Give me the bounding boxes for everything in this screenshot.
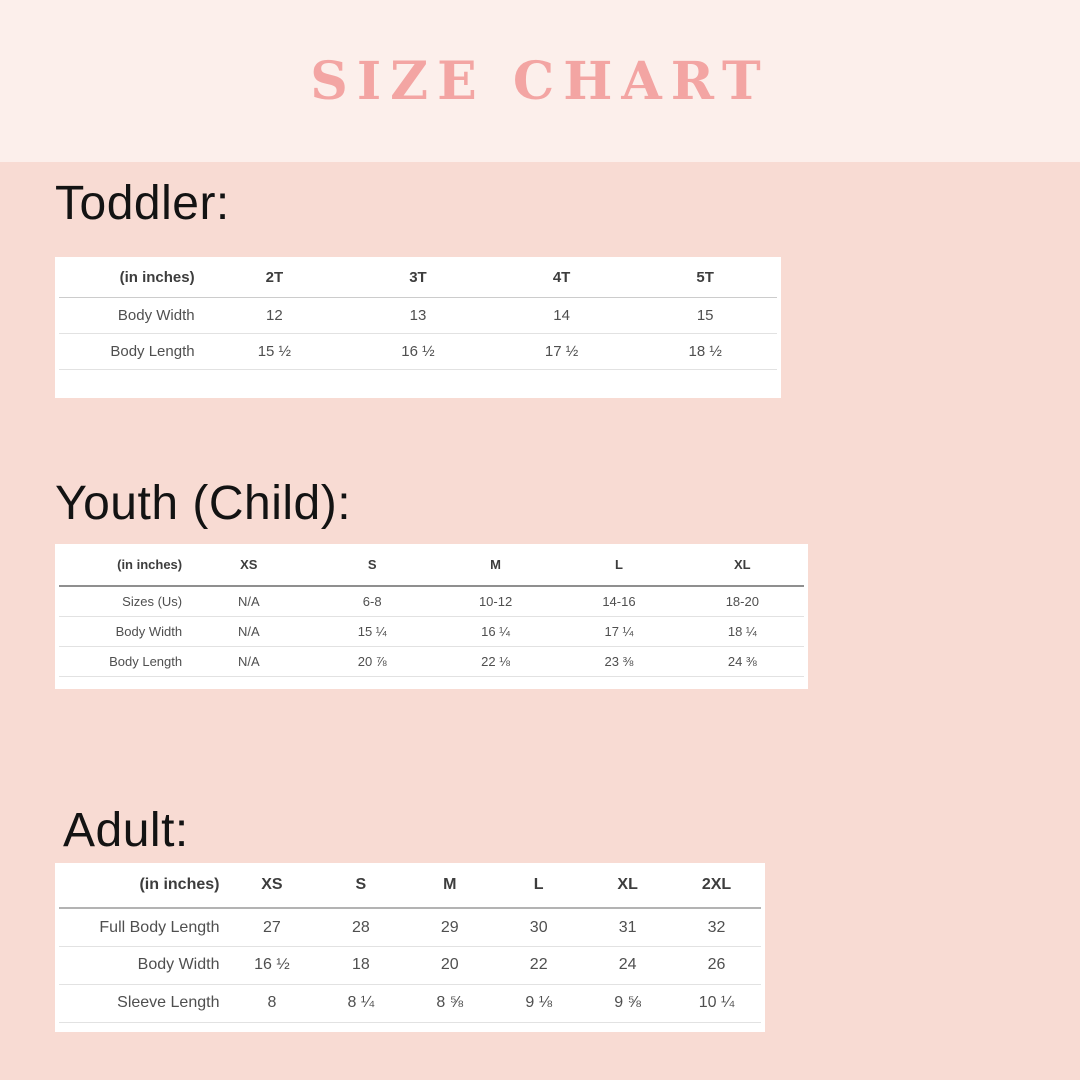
size-column-header: S [311,544,434,586]
row-label: Body Length [59,646,187,676]
measurement-value: 22 ⅛ [434,646,557,676]
measurement-value: 15 ¼ [311,616,434,646]
row-label: Sizes (Us) [59,586,187,616]
measurement-value: 14 [490,298,634,334]
header-row [59,544,804,586]
measurement-value: 20 [405,946,494,984]
units-header: (in inches) [59,544,187,586]
measurement-value: 9 ⅝ [583,984,672,1022]
measurement-value: 8 ⅝ [405,984,494,1022]
size-column-header: M [434,544,557,586]
size-column-header: 2XL [672,863,761,908]
measurement-value: 16 ½ [227,946,316,984]
size-column-header: XS [187,544,310,586]
adult-table [59,863,761,1023]
measurement-value: 28 [316,908,405,946]
size-column-header: S [316,863,405,908]
measurement-value: 24 ⅜ [681,646,804,676]
measurement-value: 24 [583,946,672,984]
size-column-header: L [557,544,680,586]
measurement-value: 10-12 [434,586,557,616]
measurement-value: 22 [494,946,583,984]
toddler-size-table [55,257,781,399]
measurement-value: N/A [187,646,310,676]
measurement-value: 17 ½ [490,334,634,370]
measurement-value: 9 ⅛ [494,984,583,1022]
toddler-table [59,257,777,371]
measurement-value: 27 [227,908,316,946]
size-column-header: 5T [633,257,777,298]
measurement-row [59,298,777,334]
measurement-value: 18 ½ [633,334,777,370]
measurement-row [59,616,804,646]
units-header: (in inches) [59,257,203,298]
measurement-value: 14-16 [557,586,680,616]
row-label: Body Width [59,946,227,984]
measurement-value: N/A [187,586,310,616]
measurement-value: N/A [187,616,310,646]
section-youth [0,478,1080,688]
header-row [59,863,761,908]
toddler-heading: Toddler: [55,177,230,230]
measurement-value: 12 [203,298,347,334]
measurement-row [59,946,761,984]
measurement-value: 6-8 [311,586,434,616]
size-column-header: 3T [346,257,490,298]
section-toddler [0,178,1080,398]
adult-heading: Adult: [63,803,189,857]
size-column-header: 2T [203,257,347,298]
measurement-value: 30 [494,908,583,946]
measurement-value: 23 ⅜ [557,646,680,676]
size-column-header: XL [583,863,672,908]
youth-size-table [55,544,808,689]
header-row [59,257,777,298]
measurement-value: 15 [633,298,777,334]
measurement-value: 20 ⅞ [311,646,434,676]
size-column-header: XL [681,544,804,586]
measurement-value: 10 ¼ [672,984,761,1022]
size-column-header: 4T [490,257,634,298]
measurement-row [59,334,777,370]
measurement-row [59,646,804,676]
measurement-value: 18 [316,946,405,984]
measurement-row [59,908,761,946]
row-label: Body Width [59,616,187,646]
measurement-value: 26 [672,946,761,984]
measurement-value: 16 ½ [346,334,490,370]
page-title: SIZE CHART [310,50,770,112]
measurement-value: 16 ¼ [434,616,557,646]
row-label: Body Length [59,334,203,370]
measurement-value: 13 [346,298,490,334]
measurement-value: 18-20 [681,586,804,616]
measurement-value: 18 ¼ [681,616,804,646]
measurement-value: 17 ¼ [557,616,680,646]
measurement-value: 29 [405,908,494,946]
measurement-value: 31 [583,908,672,946]
size-column-header: L [494,863,583,908]
size-column-header: XS [227,863,316,908]
row-label: Body Width [59,298,203,334]
measurement-row [59,984,761,1022]
measurement-value: 8 [227,984,316,1022]
adult-size-table [55,863,765,1032]
header-band [0,0,1080,162]
row-label: Sleeve Length [59,984,227,1022]
youth-table [59,544,804,677]
size-chart-content [0,178,1080,1032]
row-label: Full Body Length [59,908,227,946]
measurement-row [59,586,804,616]
section-adult [0,805,1080,1032]
measurement-value: 32 [672,908,761,946]
youth-heading: Youth (Child): [55,477,352,531]
units-header: (in inches) [59,863,227,908]
measurement-value: 8 ¼ [316,984,405,1022]
size-column-header: M [405,863,494,908]
measurement-value: 15 ½ [203,334,347,370]
